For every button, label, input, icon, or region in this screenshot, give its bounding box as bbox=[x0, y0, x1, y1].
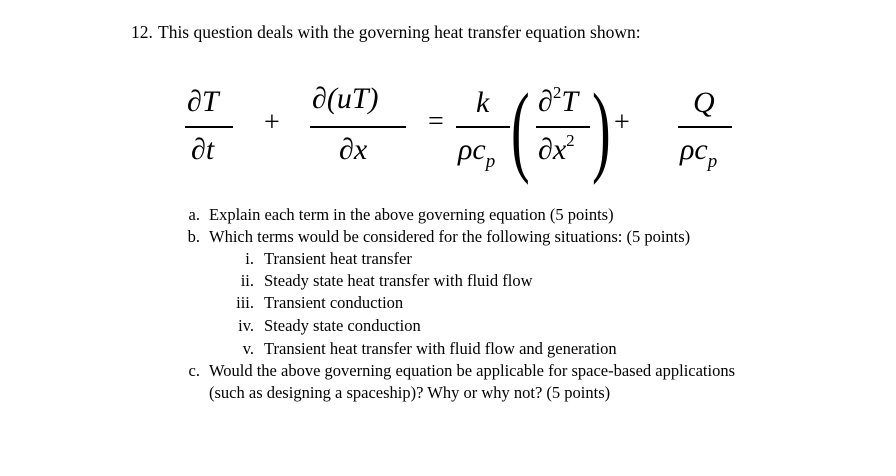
part-c: c. Would the above governing equation be applicable for space-based applications bbox=[188, 361, 736, 380]
term2-numerator: ∂(uT) bbox=[312, 82, 379, 115]
question-text: This question deals with the governing heat transfer equation shown: bbox=[158, 22, 641, 42]
equals-sign: = bbox=[428, 106, 444, 137]
source-numerator: Q bbox=[693, 86, 715, 119]
heat-equation bbox=[0, 0, 896, 200]
term1-denominator: ∂t bbox=[191, 133, 215, 166]
plus-sign-1: + bbox=[264, 107, 280, 138]
term2-denominator: ∂x bbox=[339, 133, 368, 166]
source-denominator: $\rho c_p$ bbox=[680, 133, 718, 172]
term2-fraction-bar bbox=[310, 126, 406, 128]
laplacian-numerator: ∂$^2$T bbox=[538, 83, 579, 118]
right-paren: ) bbox=[592, 73, 611, 186]
subpart-iv: iv. Steady state conduction bbox=[238, 316, 421, 335]
subpart-iii: iii. Transient conduction bbox=[236, 293, 404, 312]
laplacian-denominator: $\partial x^2$ bbox=[538, 131, 575, 166]
question-number: 12. bbox=[131, 22, 153, 42]
part-c-continued: (such as designing a spaceship)? Why or why not? (5 points) bbox=[209, 383, 611, 402]
subpart-i: i. Transient heat transfer bbox=[245, 249, 412, 268]
subpart-ii: ii. Steady state heat transfer with fluid flow bbox=[240, 271, 533, 290]
term1-numerator: ∂T bbox=[187, 85, 219, 118]
left-paren: ( bbox=[511, 73, 530, 186]
term1-fraction-bar bbox=[185, 126, 233, 128]
coef-denominator: $\rho c_p$ bbox=[458, 133, 496, 172]
coef-fraction-bar bbox=[456, 126, 510, 128]
laplacian-fraction-bar bbox=[536, 126, 590, 128]
part-a: a. Explain each term in the above governing equation (5 points) bbox=[188, 205, 614, 224]
coef-numerator: k bbox=[476, 86, 490, 119]
plus-sign-2: + bbox=[614, 107, 630, 138]
source-fraction-bar bbox=[678, 126, 732, 128]
part-b: b. Which terms would be considered for the following situations: (5 points) bbox=[187, 227, 691, 246]
subpart-v: v. Transient heat transfer with fluid flow and generation bbox=[242, 339, 617, 358]
